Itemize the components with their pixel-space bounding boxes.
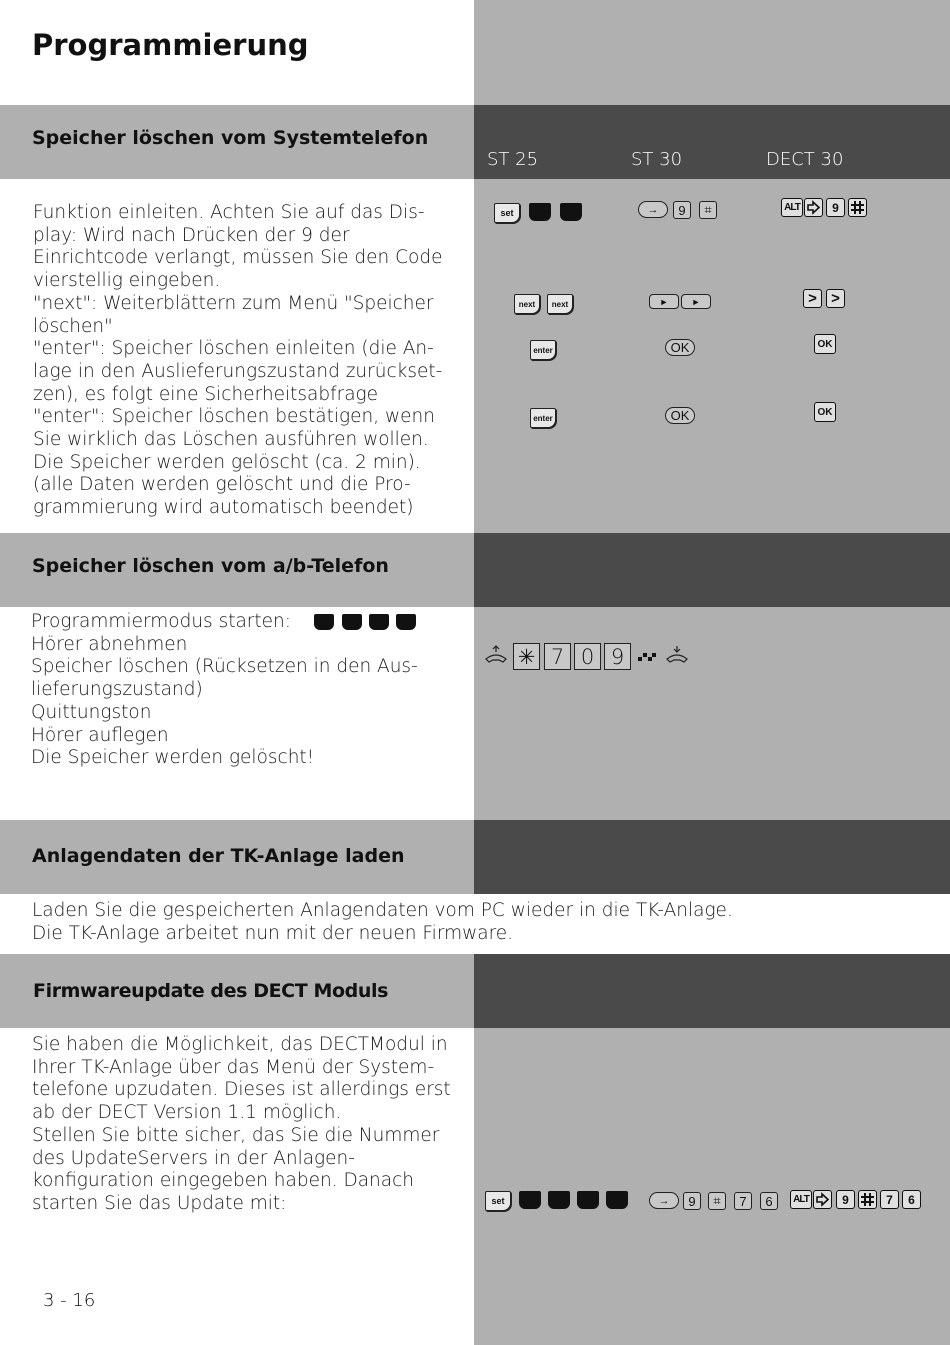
ok-key: OK	[814, 402, 836, 422]
key-6: 6	[760, 1192, 778, 1210]
text-line: lage in den Auslieferungszustand zurückset-	[33, 360, 443, 382]
key-9: 9	[673, 201, 691, 219]
text-line: Sie haben die Möglichkeit, das DECTModul in	[32, 1034, 448, 1055]
set-key: set	[494, 203, 520, 223]
text-line: Die Speicher werden gelöscht (ca. 2 min).	[33, 451, 421, 473]
text-line: "enter": Speicher löschen bestätigen, wenn	[33, 406, 435, 428]
text-line: Die TK-Anlage arbeitet nun mit der neuen Firmware.	[32, 922, 514, 944]
text-line: Sie wirklich das Löschen ausführen wollen.	[33, 429, 429, 451]
text-line: Quittungston	[31, 701, 152, 723]
ok-key: OK	[814, 334, 836, 354]
page-number: 3 - 16	[43, 1290, 96, 1311]
handset-hangup-icon	[665, 645, 689, 669]
text-line: "next": Weiterblättern zum Menü "Speicher	[33, 292, 434, 314]
text-line: Programmiermodus starten:	[31, 611, 291, 632]
alt-key: ALT	[781, 198, 803, 217]
enter-key: enter	[530, 408, 556, 428]
arrow-key: →	[649, 1192, 679, 1209]
text-line: zen), es folgt eine Sicherheitsabfrage	[33, 383, 379, 405]
arrow-icon	[804, 198, 823, 217]
section2-header-dark	[474, 533, 950, 607]
hash-icon	[858, 1190, 877, 1209]
section1-header-dark	[474, 105, 950, 179]
softkey-black	[396, 614, 416, 630]
text-line: Stellen Sie bitte sicher, das Sie die Nummer	[32, 1124, 440, 1146]
play-key: ►	[649, 294, 679, 309]
key-7: 7	[544, 643, 571, 670]
section3-text	[32, 900, 733, 945]
text-line: play: Wird nach Drücken der 9 der	[33, 224, 350, 246]
section3-title: Anlagendaten der TK-Anlage laden	[32, 845, 405, 867]
key-hash: ⌗	[699, 201, 717, 219]
arrow-key: →	[638, 201, 668, 218]
section4-header-dark	[474, 954, 950, 1028]
text-line: Hörer auflegen	[31, 724, 169, 746]
softkey-black	[519, 1191, 541, 1209]
section3-header-dark	[474, 820, 950, 894]
page-title: Programmierung	[32, 28, 309, 62]
section2-text	[31, 611, 418, 770]
text-line: ab der DECT Version 1.1 möglich.	[32, 1102, 342, 1124]
play-key: ►	[681, 294, 711, 309]
text-line: lieferungszustand)	[31, 679, 203, 701]
text-line: Laden Sie die gespeicherten Anlagendaten vom PC wieder in die TK-Anlage.	[32, 900, 733, 921]
key-9: 9	[836, 1190, 855, 1209]
text-line: löschen"	[33, 315, 113, 337]
set-key: set	[485, 1191, 511, 1211]
softkey-black	[560, 203, 582, 221]
text-line: starten Sie das Update mit:	[32, 1192, 287, 1214]
ok-key: OK	[665, 407, 695, 424]
section1-text	[33, 202, 442, 520]
text-line: (alle Daten werden gelöscht und die Pro-	[33, 474, 411, 496]
text-line: Speicher löschen (Rücksetzen in den Aus-	[31, 656, 418, 678]
confirmation-tone-icon	[637, 649, 657, 668]
next-key: next	[547, 294, 573, 314]
section4-title: Firmwareupdate des DECT Moduls	[33, 980, 389, 1002]
softkey-black	[314, 614, 334, 630]
text-line: grammierung wird automatisch beendet)	[33, 497, 414, 519]
column-st30: ST 30	[631, 149, 683, 170]
softkey-black	[577, 1191, 599, 1209]
key-7: 7	[734, 1192, 752, 1210]
text-line: Die Speicher werden gelöscht!	[31, 747, 315, 769]
enter-key: enter	[530, 340, 556, 360]
arrow-icon	[813, 1190, 832, 1209]
text-line: "enter": Speicher löschen einleiten (die An-	[33, 338, 434, 360]
key-6: 6	[902, 1190, 921, 1209]
softkey-black	[548, 1191, 570, 1209]
text-line: Hörer abnehmen	[31, 633, 188, 655]
section1-title: Speicher löschen vom Systemtelefon	[32, 127, 429, 149]
alt-key: ALT	[790, 1190, 812, 1209]
handset-lift-icon	[484, 645, 508, 669]
text-line: telefone upzudaten. Dieses ist allerdings erst	[32, 1079, 451, 1101]
softkey-black	[342, 614, 362, 630]
column-dect30: DECT 30	[766, 149, 844, 170]
section2-title: Speicher löschen vom a/b-Telefon	[32, 555, 389, 577]
text-line: des UpdateServers in der Anlagen-	[32, 1147, 355, 1169]
softkey-black	[606, 1191, 628, 1209]
text-line: konfiguration eingegeben haben. Danach	[32, 1170, 414, 1192]
softkey-black	[369, 614, 389, 630]
softkey-black	[529, 203, 551, 221]
section4-text	[32, 1034, 451, 1216]
hash-icon	[848, 198, 867, 217]
next-key: next	[514, 294, 540, 314]
chevron-right-icon: >	[803, 289, 822, 308]
key-0: 0	[574, 643, 601, 670]
key-7: 7	[880, 1190, 899, 1209]
text-line: Funktion einleiten. Achten Sie auf das Dis-	[33, 202, 425, 223]
ok-key: OK	[665, 339, 695, 356]
text-line: Einrichtcode verlangt, müssen Sie den Code	[33, 247, 443, 269]
key-9: 9	[604, 643, 631, 670]
key-hash: ⌗	[708, 1192, 726, 1210]
chevron-right-icon: >	[826, 289, 845, 308]
text-line: vierstellig eingeben.	[33, 270, 221, 292]
column-st25: ST 25	[487, 149, 539, 170]
key-9: 9	[683, 1192, 701, 1210]
key-9: 9	[826, 198, 845, 217]
text-line: Ihrer TK-Anlage über das Menü der System-	[32, 1056, 435, 1078]
star-key: ✳	[513, 643, 540, 670]
